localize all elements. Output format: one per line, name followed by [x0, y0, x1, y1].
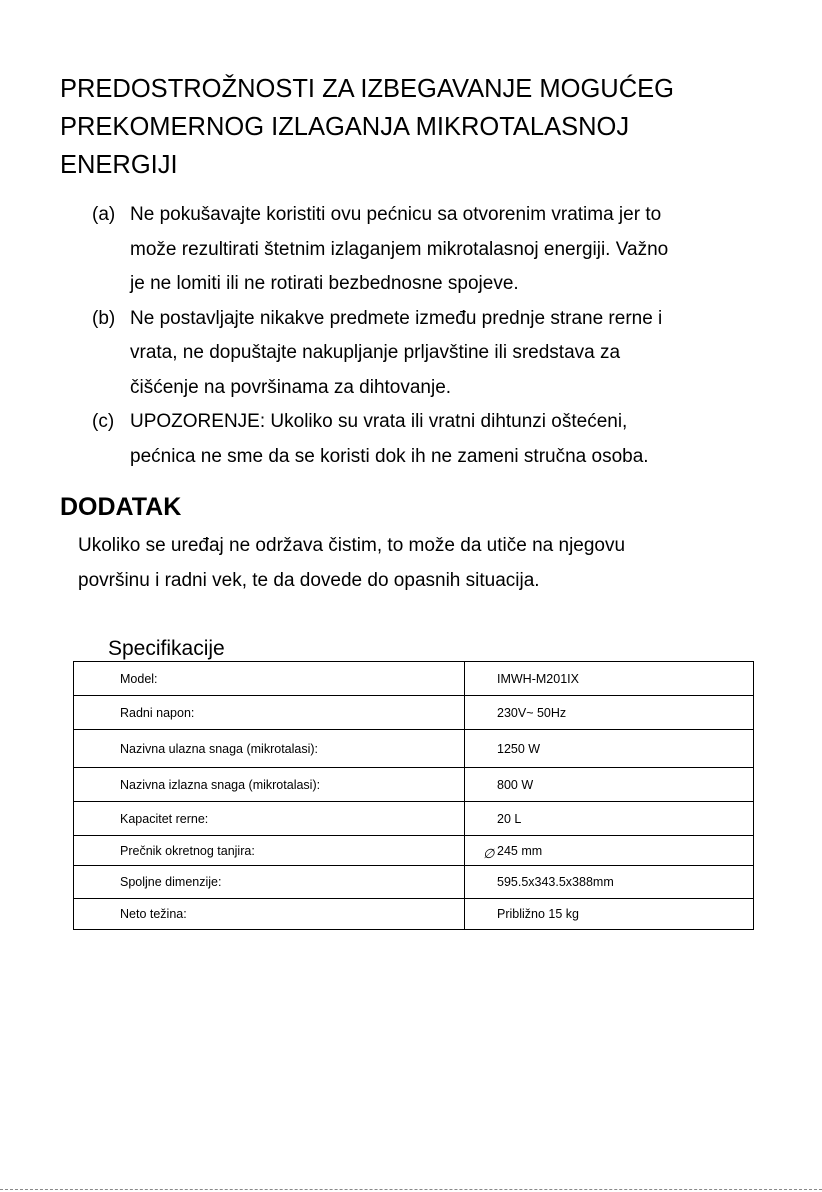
precaution-item-b [92, 302, 772, 406]
table-row [74, 730, 754, 768]
precautions-title [60, 70, 780, 184]
specifications-caption: Specifikacije [108, 637, 225, 660]
spec-label: Spoljne dimenzije: [74, 866, 465, 899]
precaution-text-line: pećnica ne sme da se koristi dok ih ne zameni stručna osoba. [130, 445, 649, 467]
spec-label: Prečnik okretnog tanjira: [74, 836, 465, 866]
precaution-text-line: čišćenje na površinama za dihtovanje. [130, 376, 452, 398]
spec-label: Nazivna izlazna snaga (mikrotalasi): [74, 768, 465, 802]
table-row [74, 696, 754, 730]
addendum-text-line: površinu i radni vek, te da dovede do opasnih situacija. [78, 570, 540, 591]
precautions-title-line: ENERGIJI [60, 151, 178, 179]
precaution-marker: (c) [92, 411, 115, 432]
spec-label: Model: [74, 662, 465, 696]
page-bottom-divider [0, 1189, 822, 1190]
spec-value: Približno 15 kg [465, 899, 754, 930]
precaution-text-line: vrata, ne dopuštajte nakupljanje prljavštine ili sredstava za [130, 342, 621, 363]
addendum-text-line: Ukoliko se uređaj ne održava čistim, to može da utiče na njegovu [78, 535, 626, 556]
spec-value: 1250 W [465, 730, 754, 768]
addendum-title: DODATAK [60, 493, 182, 521]
addendum-text [78, 528, 778, 598]
spec-value: IMWH-M201IX [465, 662, 754, 696]
precautions-title-line: PREDOSTROŽNOSTI ZA IZBEGAVANJE MOGUĆEG [60, 75, 674, 103]
table-row [74, 899, 754, 930]
precaution-item-a [92, 198, 772, 302]
table-row [74, 768, 754, 802]
spec-label: Radni napon: [74, 696, 465, 730]
precaution-marker: (b) [92, 307, 116, 329]
precaution-text-line: Ne pokušavajte koristiti ovu pećnicu sa otvorenim vratima jer to [130, 204, 662, 225]
table-row [74, 662, 754, 696]
table-row [74, 802, 754, 836]
precautions-list [92, 198, 772, 474]
precaution-text-line: može rezultirati štetnim izlaganjem mikrotalasnoj energiji. Važno [130, 238, 669, 260]
precaution-text-line: Ne postavljajte nikakve predmete između prednje strane rerne i [130, 307, 663, 329]
table-row [74, 836, 754, 866]
precautions-title-line: PREKOMERNOG IZLAGANJA MIKROTALASNOJ [60, 113, 630, 141]
precaution-item-c [92, 405, 772, 474]
specifications-table [73, 661, 754, 930]
precaution-marker: (a) [92, 204, 116, 225]
precaution-text-line: je ne lomiti ili ne rotirati bezbednosne spojeve. [130, 273, 519, 294]
spec-value: 800 W [465, 768, 754, 802]
spec-value: 230V~ 50Hz [465, 696, 754, 730]
table-row [74, 866, 754, 899]
spec-value: 595.5x343.5x388mm [465, 866, 754, 899]
spec-label: Kapacitet rerne: [74, 802, 465, 836]
spec-label: Neto težina: [74, 899, 465, 930]
diameter-icon: ∅ [483, 845, 495, 861]
spec-label: Nazivna ulazna snaga (mikrotalasi): [74, 730, 465, 768]
spec-value: 20 L [465, 802, 754, 836]
spec-value: 245 mm [497, 843, 543, 858]
precaution-text-line: UPOZORENJE: Ukoliko su vrata ili vratni dihtunzi oštećeni, [130, 411, 628, 432]
